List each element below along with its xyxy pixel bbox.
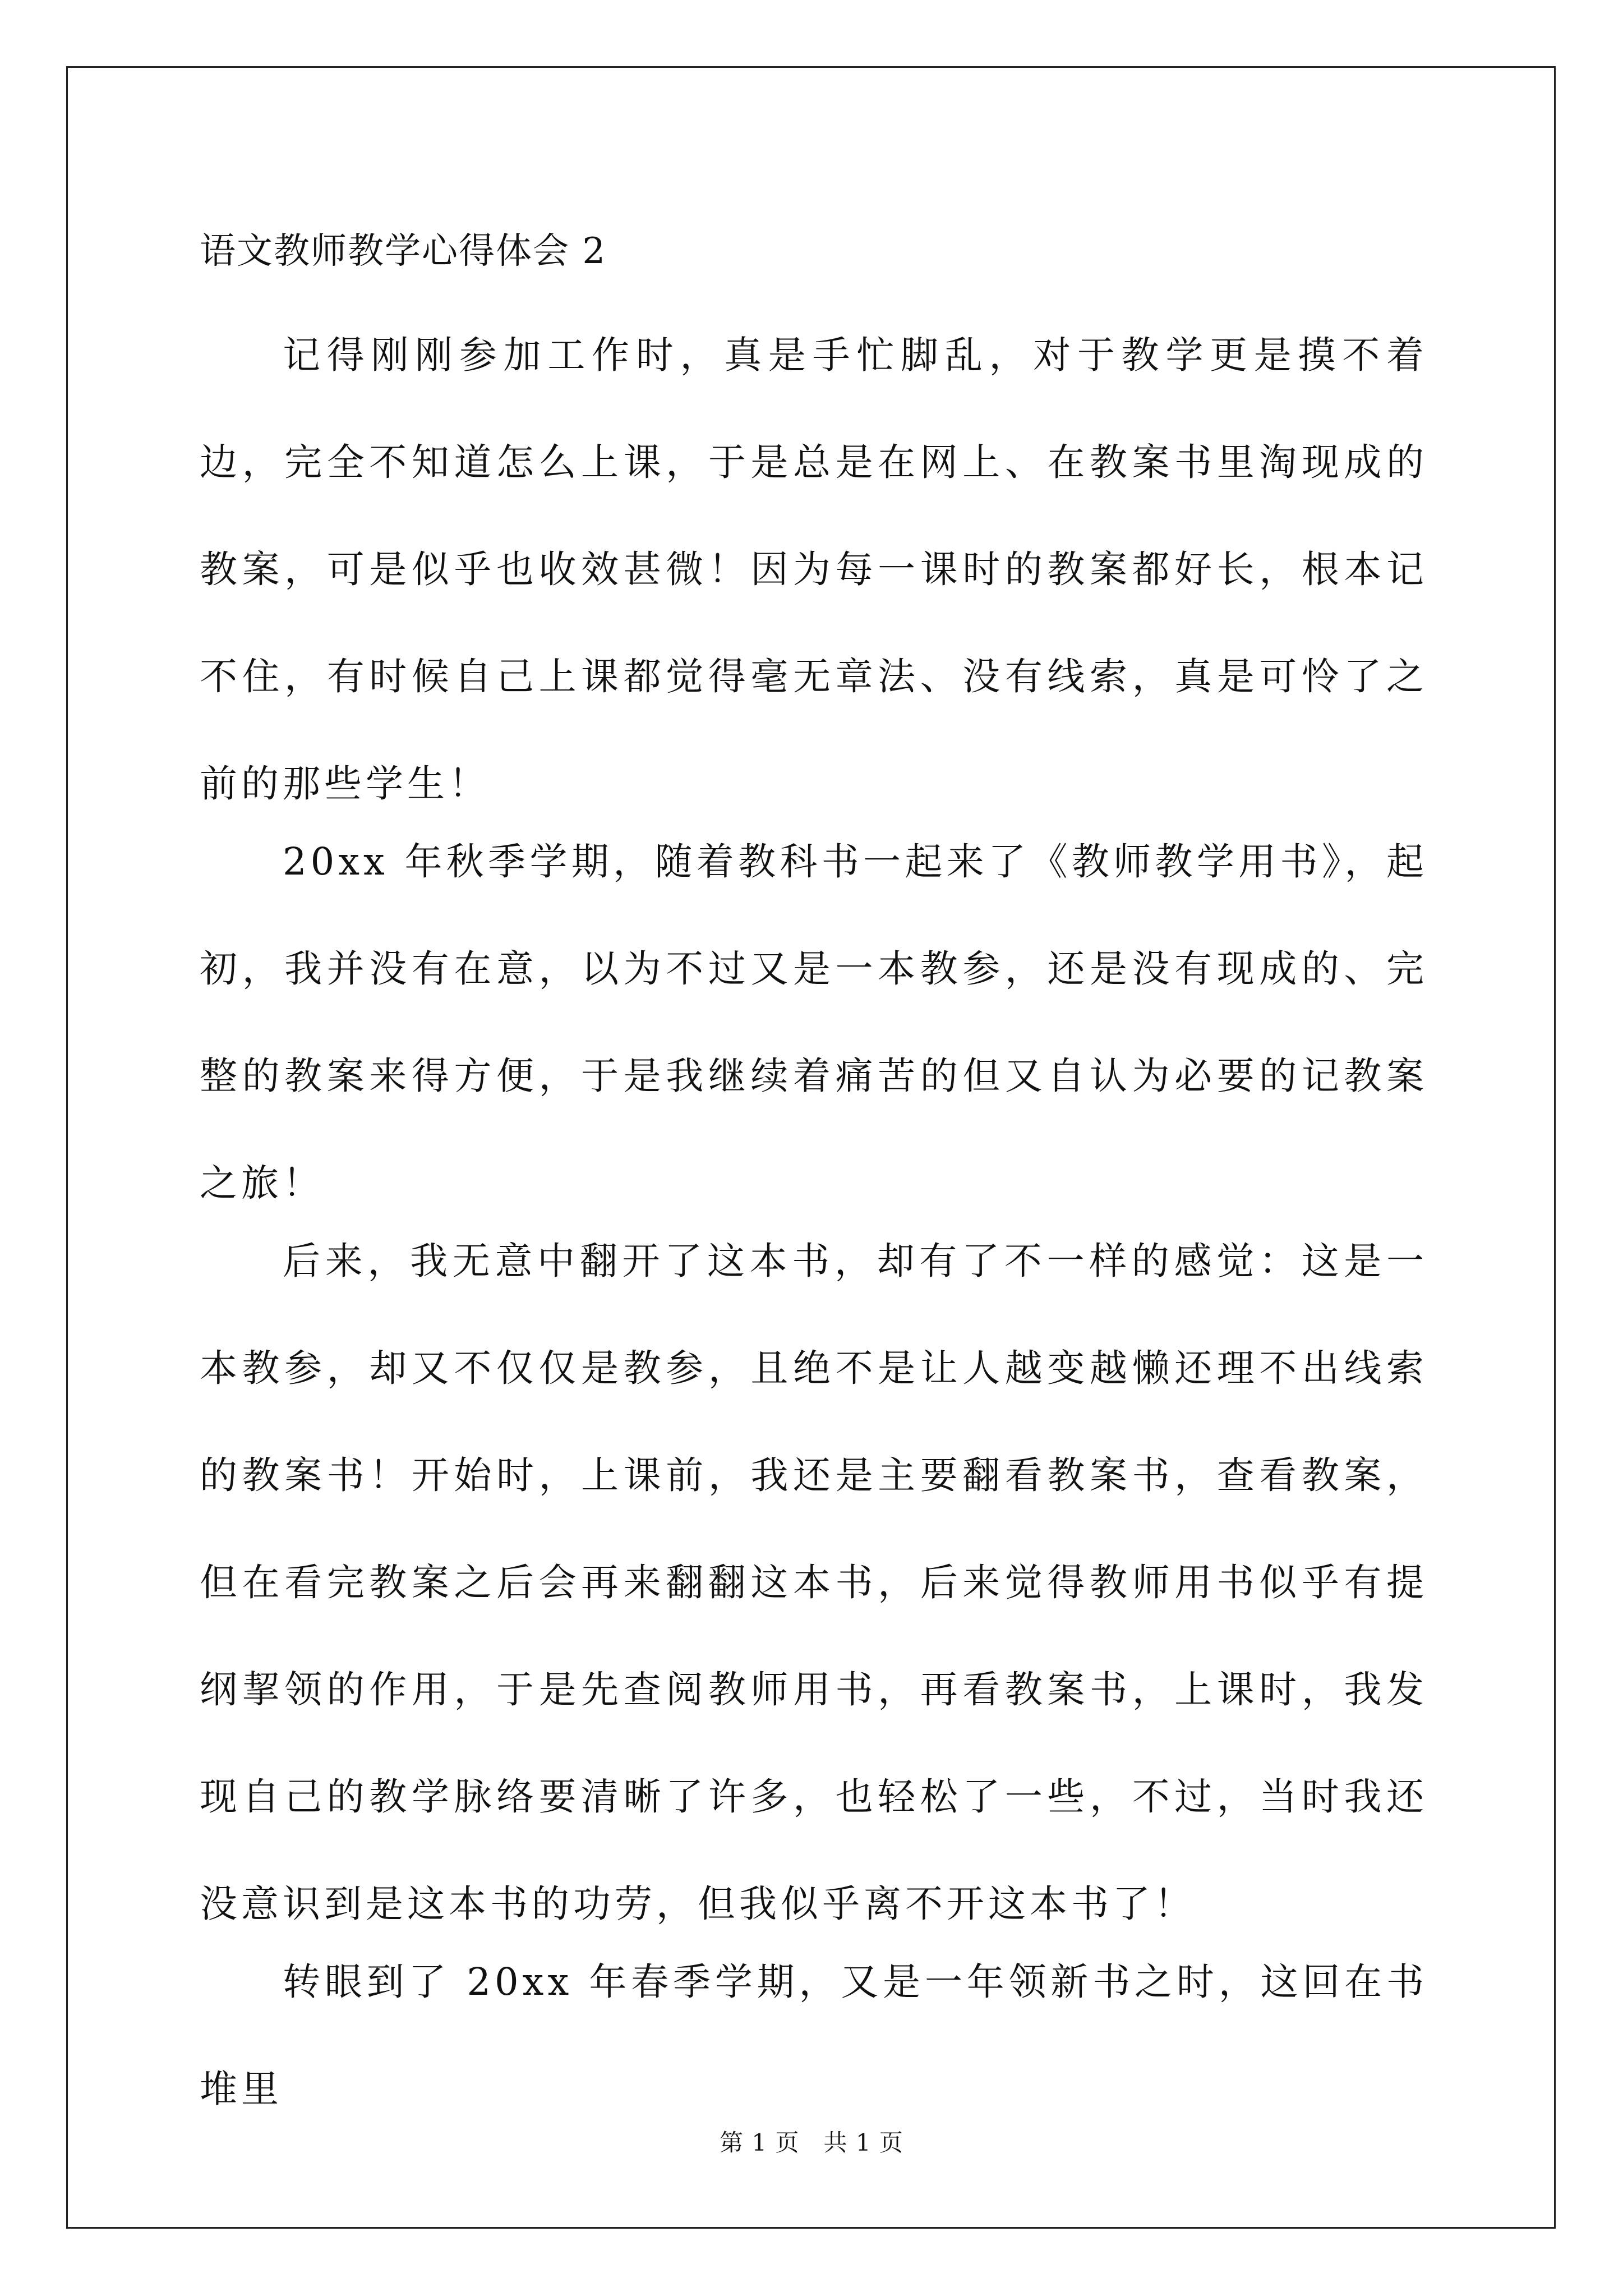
document-body xyxy=(200,224,1428,2143)
paragraph-3: 后来，我无意中翻开了这本书，却有了不一样的感觉：这是一本教参，却又不仅仅是教参，且绝不是让人越变越懒还理不出线索的教案书！开始时，上课前，我还是主要翻看教案书，查看教案，但在看完教案之后会再来翻翻这本书，后来觉得教师用书似乎有提纲挈领的作用，于是先查阅教师用书，再看教案书，上课时，我发现自己的教学脉络要清晰了许多，也轻松了一些，不过，当时我还没意识到是这本书的功劳，但我似乎离不开这本书了！ xyxy=(200,1239,1428,1926)
page-number-footer: 第 1 页 共 1 页 xyxy=(720,2129,903,2156)
paragraph-1: 记得刚刚参加工作时，真是手忙脚乱，对于教学更是摸不着边，完全不知道怎么上课，于是总是在网上、在教案书里淘现成的教案，可是似乎也收效甚微！因为每一课时的教案都好长，根本记不住，有时候自己上课都觉得毫无章法、没有线索，真是可怜了之前的那些学生！ xyxy=(200,333,1428,806)
paragraph-2: 20xx 年秋季学期，随着教科书一起来了《教师教学用书》，起初，我并没有在意，以为不过又是一本教参，还是没有现成的、完整的教案来得方便，于是我继续着痛苦的但又自认为必要的记教案之旅！ xyxy=(200,840,1428,1205)
document-title: 语文教师教学心得体会 2 xyxy=(200,231,607,272)
paragraph-4: 转眼到了 20xx 年春季学期，又是一年领新书之时，这回在书堆里 xyxy=(200,1960,1428,2111)
